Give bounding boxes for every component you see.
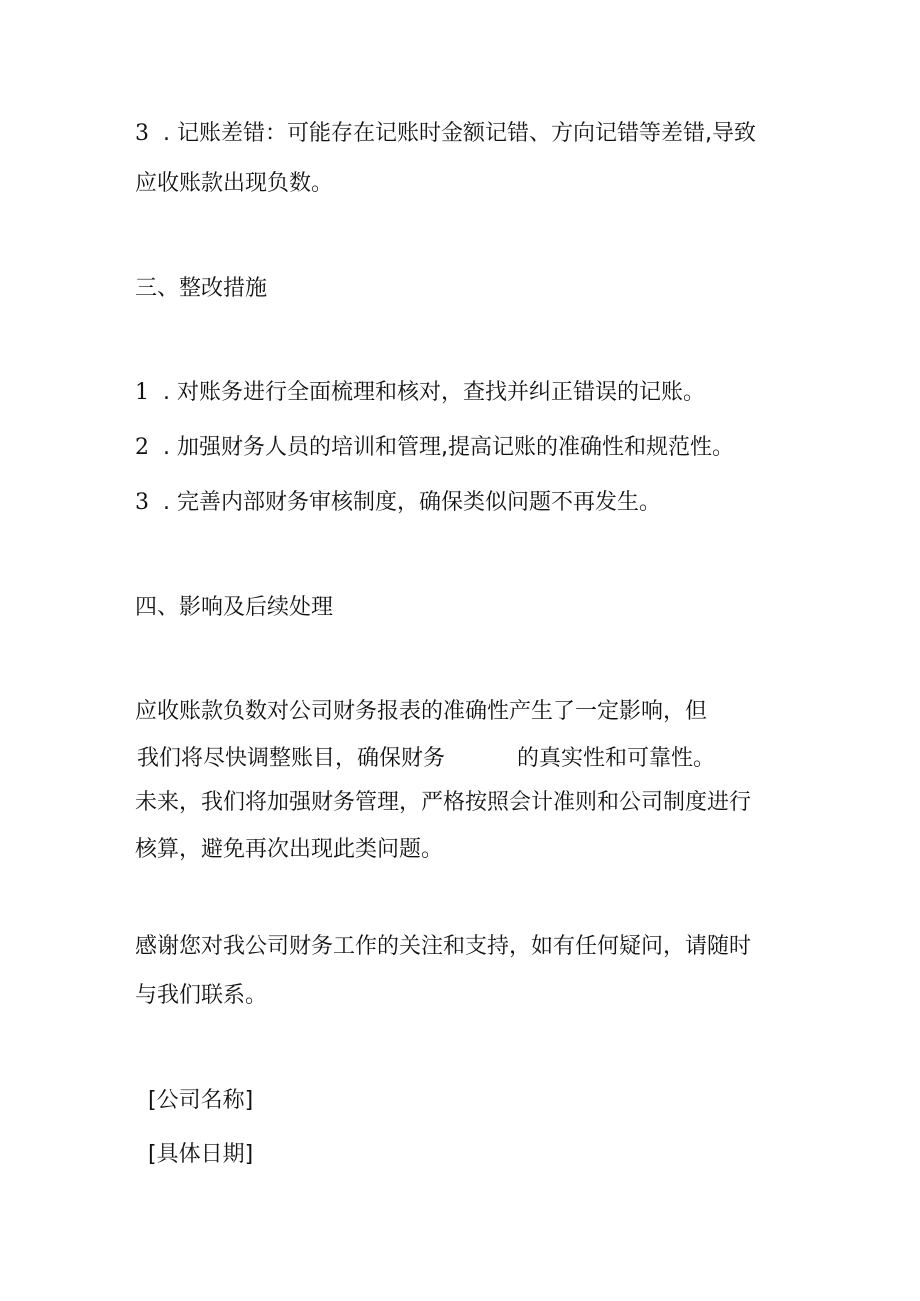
paragraph-fragment: 的真实性和可靠性。 bbox=[517, 746, 716, 771]
closing-line-1: 感谢您对我公司财务工作的关注和支持，如有任何疑问，请随时 bbox=[135, 934, 752, 959]
section-3-item-2 bbox=[135, 434, 734, 462]
item-3-line-1 bbox=[135, 120, 756, 148]
item-number: 3 bbox=[135, 121, 149, 146]
section-3-heading: 三、整改措施 bbox=[135, 276, 268, 301]
item-text: . 对账务进行全面梳理和核对，查找并纠正错误的记账。 bbox=[163, 380, 705, 405]
date-placeholder: [具体日期] bbox=[148, 1142, 254, 1167]
item-text: . 记账差错：可能存在记账时金额记错、方向记错等差错,导致 bbox=[163, 121, 756, 146]
section-4-paragraph-line-1: 应收账款负数对公司财务报表的准确性产生了一定影响，但 bbox=[135, 699, 708, 724]
section-3-item-1 bbox=[135, 379, 705, 407]
paragraph-fragment: 我们将尽快调整账目，确保财务 bbox=[137, 746, 446, 771]
closing-line-2: 与我们联系。 bbox=[135, 983, 268, 1008]
company-name-placeholder: [公司名称] bbox=[148, 1088, 254, 1113]
section-4-paragraph-line-4: 核算，避免再次出现此类问题。 bbox=[135, 837, 444, 862]
section-4-paragraph-line-2 bbox=[137, 745, 715, 773]
section-3-item-3 bbox=[135, 489, 661, 517]
item-text: . 完善内部财务审核制度，确保类似问题不再发生。 bbox=[163, 490, 661, 515]
item-number: 3 bbox=[135, 490, 149, 515]
item-number: 1 bbox=[135, 380, 149, 405]
section-4-heading: 四、影响及后续处理 bbox=[135, 595, 334, 620]
item-number: 2 bbox=[135, 435, 149, 460]
section-4-paragraph-line-3: 未来，我们将加强财务管理，严格按照会计准则和公司制度进行 bbox=[135, 790, 752, 815]
item-3-line-2: 应收账款出现负数。 bbox=[135, 171, 334, 196]
item-text: . 加强财务人员的培训和管理,提高记账的准确性和规范性。 bbox=[163, 435, 734, 460]
